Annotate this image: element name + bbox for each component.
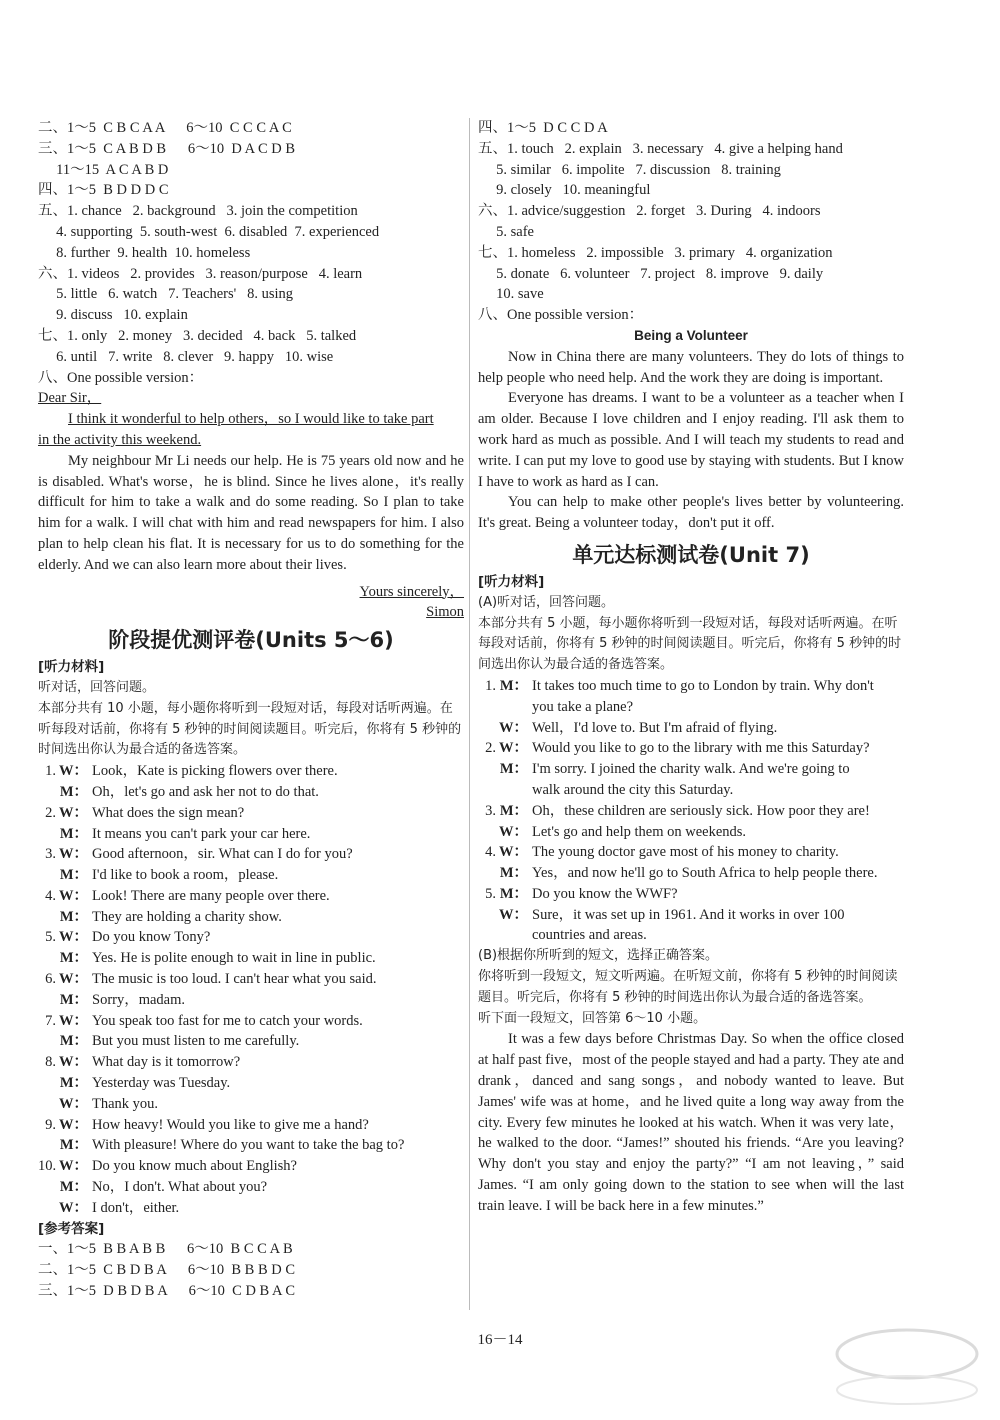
section-8-label: 八、One possible version： — [478, 307, 644, 324]
answer-line: 4. supporting 5. south-west 6. disabled 7. experienced — [38, 223, 380, 240]
letter-greeting: Dear Sir， — [38, 390, 102, 407]
dialogue-text: Look! There are many people over there. — [92, 887, 330, 904]
speaker-label: W： — [59, 846, 88, 863]
instruction: 本部分共有 10 小题，每小题你将听到一段短对话，每段对话听两遍。在听每段对话前，你将有 5 秒钟的时间阅读题目。听完后，你将有 5 秒钟的时间选出你认为最合适的备选答案。 — [38, 700, 462, 758]
speaker-label: M： — [59, 1137, 88, 1154]
speaker-label: W： — [59, 1012, 88, 1029]
dialogue-line — [38, 907, 464, 928]
dialogue-number — [478, 863, 496, 884]
speaker-label: W： — [499, 740, 528, 757]
answer-section-5 — [38, 201, 464, 263]
answer-line: 三、1～5 D B D B A 6～10 C D B A C — [38, 1283, 296, 1300]
answer-line: 六、1. videos 2. provides 3. reason/purpose 4. learn — [38, 265, 363, 282]
dialogue-line — [38, 1135, 464, 1156]
dialogue-line — [38, 1094, 464, 1115]
dialogue-line — [38, 844, 464, 865]
answer-line: 一、1～5 B B A B B 6～10 B C C A B — [38, 1241, 293, 1258]
dialogue-text: The music is too loud. I can't hear what you said. — [92, 971, 377, 988]
answer-line: 5. safe — [478, 223, 534, 240]
speaker-label: M： — [499, 885, 528, 902]
dialogue-text: How heavy! Would you like to give me a hand? — [92, 1116, 369, 1133]
dialogue-number — [38, 907, 56, 928]
speaker-label: M： — [59, 783, 88, 800]
answer-line: 四、1～5 D C C D A — [478, 120, 608, 136]
dialogue-line — [38, 1073, 464, 1094]
dialogue-text: Oh，these children are seriously sick. How poor they are! — [532, 802, 870, 819]
speaker-label: M： — [59, 825, 88, 842]
letter-closing: Yours sincerely， — [359, 583, 464, 600]
answer-section-6 — [38, 264, 464, 326]
dialogue-number — [38, 990, 56, 1011]
speaker-label: M： — [59, 867, 88, 884]
speaker-label: W： — [59, 929, 88, 946]
speaker-label: W： — [59, 1095, 88, 1112]
dialogue-line — [478, 801, 904, 822]
dialogue-number — [38, 1031, 56, 1052]
dialogue-text: Would you like to go to the library with me this Saturday? — [532, 740, 870, 757]
dialogue-number — [38, 1135, 56, 1156]
dialogue-line — [38, 824, 464, 845]
dialogue-line — [38, 1052, 464, 1073]
dialogue-text-continued: walk around the city this Saturday. — [532, 781, 734, 798]
dialogue-text: The young doctor gave most of his money to charity. — [532, 844, 839, 861]
dialogue-number: 1. — [485, 677, 496, 694]
dialogue-line — [38, 761, 464, 782]
speaker-label: W： — [59, 1054, 88, 1071]
dialogue-number: 3. — [485, 802, 496, 819]
dialogue-text: I'm sorry. I joined the charity walk. And we're going to — [532, 761, 850, 778]
dialogue-number: 9. — [45, 1116, 56, 1133]
part-b-heading: (B)根据你所听到的短文，选择正确答案。 — [478, 948, 719, 964]
speaker-label: M： — [59, 1179, 88, 1196]
speaker-label: M： — [59, 991, 88, 1008]
dialogue-text-continued: you take a plane? — [532, 698, 634, 715]
dialogue-line — [38, 927, 464, 948]
dialogue-text: Thank you. — [92, 1095, 159, 1112]
left-column — [38, 118, 464, 1302]
dialogue-number — [38, 782, 56, 803]
dialogue-text: Good afternoon，sir. What can I do for you? — [92, 846, 353, 863]
dialogue-line — [38, 886, 464, 907]
answer-line: 11～15 A C A B D — [38, 161, 169, 178]
dialogue-number — [38, 865, 56, 886]
answer-line: 9. discuss 10. explain — [38, 307, 188, 324]
part-a-heading: (A)听对话，回答问题。 — [478, 594, 615, 610]
dialogue-line — [478, 738, 904, 759]
answer-line: 6. until 7. write 8. clever 9. happy 10. wise — [38, 348, 334, 365]
dialogue-text: What day is it tomorrow? — [92, 1054, 241, 1071]
dialogue-line — [478, 884, 904, 905]
dialogue-line — [38, 1156, 464, 1177]
watermark-logo — [832, 1326, 982, 1406]
instruction: 听下面一段短文，回答第 6～10 小题。 — [478, 1010, 707, 1026]
letter — [38, 388, 464, 623]
dialogue-number — [38, 1094, 56, 1115]
answer-line: 二、1～5 C B C A A 6～10 C C C A C — [38, 120, 292, 136]
essay-paragraph: You can help to make other people's lives better by volunteering. It's great. Being a volunteer today，don't put it off. — [478, 494, 904, 532]
dialogue-number: 2. — [485, 740, 496, 757]
dialogue-line — [38, 803, 464, 824]
dialogue-number — [38, 1198, 56, 1219]
answer-line: 七、1. only 2. money 3. decided 4. back 5. talked — [38, 327, 357, 344]
dialogue-line — [478, 822, 904, 843]
dialogue-line — [478, 863, 904, 884]
dialogue-text: Do you know much about English? — [92, 1158, 297, 1175]
dialogue-number: 4. — [45, 887, 56, 904]
listening-tag: [听力材料] — [38, 659, 105, 676]
dialogue-line — [38, 948, 464, 969]
speaker-label: M： — [499, 865, 528, 882]
speaker-label: M： — [499, 761, 528, 778]
dialogue-text: I'd like to book a room，please. — [92, 867, 279, 884]
speaker-label: M： — [499, 677, 528, 694]
dialogue-line — [38, 1198, 464, 1219]
instruction: 你将听到一段短文，短文听两遍。在听短文前，你将有 5 秒钟的时间阅读题目。听完后，你将有 5 秒钟的时间选出你认为最合适的备选答案。 — [478, 969, 898, 1005]
dialogue-number: 10. — [38, 1158, 57, 1175]
answer-section-5 — [478, 139, 904, 201]
dialogue-text: But you must listen to me carefully. — [92, 1033, 300, 1050]
dialogue-text: Yes，and now he'll go to South Africa to help people there. — [532, 865, 878, 882]
instruction: 听对话，回答问题。 — [38, 679, 156, 695]
dialogue-line — [478, 759, 904, 780]
dialogue-number: 2. — [45, 804, 56, 821]
dialogue-number — [38, 1073, 56, 1094]
dialogue-text: It means you can't park your car here. — [92, 825, 311, 842]
dialogue-number: 7. — [45, 1012, 56, 1029]
dialogue-line — [478, 718, 904, 739]
dialogue-line — [38, 782, 464, 803]
dialogue-list — [38, 761, 464, 1219]
dialogue-number — [478, 822, 496, 843]
dialogue-text: Sure，it was set up in 1961. And it works in over 100 — [532, 906, 845, 923]
watermark-icon — [832, 1326, 982, 1406]
answer-line: 5. donate 6. volunteer 7. project 8. improve 9. daily — [478, 265, 824, 282]
dialogue-text: Well，I'd love to. But I'm afraid of flying. — [532, 719, 778, 736]
dialogue-number — [38, 948, 56, 969]
dialogue-text: It takes too much time to go to London by train. Why don't — [532, 677, 874, 694]
speaker-label: M： — [59, 1075, 88, 1092]
dialogue-number — [38, 1177, 56, 1198]
letter-signature: Simon — [426, 604, 464, 621]
dialogue-line — [478, 905, 904, 926]
dialogue-list — [478, 676, 904, 946]
answer-line: 七、1. homeless 2. impossible 3. primary 4. organization — [478, 244, 833, 261]
answer-line: 六、1. advice/suggestion 2. forget 3. During 4. indoors — [478, 203, 821, 220]
section-title: 阶段提优测评卷(Units 5～6) — [108, 628, 394, 653]
dialogue-text: Look，Kate is picking flowers over there. — [92, 763, 338, 780]
dialogue-text: What does the sign mean? — [92, 804, 245, 821]
dialogue-text: Do you know Tony? — [92, 929, 211, 946]
essay-paragraph: Now in China there are many volunteers. They do lots of things to help people who need help. And the work they are doing is important. — [478, 348, 904, 386]
dialogue-number: 1. — [45, 763, 56, 780]
letter-body: My neighbour Mr Li needs our help. He is 75 years old now and he is disabled. What's worse，he is blind. Since he lives alone，it's really difficult for him to take a walk and do some reading. So I plan to take him for a walk. I will chat with him and read newspapers for him. I also plan to help clean his flat. It is necessary for us to do something for the elderly. And we can also learn more about their lives. — [38, 452, 464, 573]
speaker-label: W： — [59, 763, 88, 780]
dialogue-number: 3. — [45, 846, 56, 863]
dialogue-line — [38, 1031, 464, 1052]
answer-line: 五、1. touch 2. explain 3. necessary 4. give a helping hand — [478, 140, 843, 157]
dialogue-text: With pleasure! Where do you want to take the bag to? — [92, 1137, 405, 1154]
reference-answer-tag: [参考答案] — [38, 1220, 105, 1237]
dialogue-line — [38, 865, 464, 886]
section-8-label: 八、One possible version： — [38, 369, 204, 386]
dialogue-line — [38, 1177, 464, 1198]
essay-title: Being a Volunteer — [634, 327, 748, 343]
dialogue-text: Do you know the WWF? — [532, 885, 678, 902]
answer-section-7 — [478, 243, 904, 305]
speaker-label: M： — [59, 950, 88, 967]
answer-line: 二、1～5 C B D B A 6～10 B B B D C — [38, 1262, 296, 1279]
dialogue-number: 8. — [45, 1054, 56, 1071]
right-column — [478, 118, 904, 1217]
listening-tag: [听力材料] — [478, 573, 545, 590]
speaker-label: W： — [499, 823, 528, 840]
dialogue-number: 4. — [485, 844, 496, 861]
speaker-label: W： — [59, 971, 88, 988]
dialogue-number: 5. — [45, 929, 56, 946]
story-passage: It was a few days before Christmas Day. So when the office closed at half past five，most of the people stayed and had a party. They ate and drank，danced and sang songs，and nobody wanted to leave. But James' wife was at home，and he lived quite a long way away from the city. Every few minutes he looked at his watch. When it was very late，he walked to the door. “James!” shouted his friends. “Are you leaving? Why don't you stay and enjoy the party?” “I am not leaving，” said James. “I am only going down to the station to see when will the last train leave. I will be back here in a few minutes.” — [478, 1031, 904, 1214]
speaker-label: W： — [499, 906, 528, 923]
page-number: 16－14 — [477, 1332, 523, 1348]
speaker-label: M： — [499, 802, 528, 819]
answer-line: 四、1～5 B D D D C — [38, 182, 169, 199]
speaker-label: W： — [59, 1158, 88, 1175]
answer-line: 五、1. chance 2. background 3. join the competition — [38, 203, 358, 220]
column-divider — [469, 118, 470, 1310]
dialogue-text: Oh，let's go and ask her not to do that. — [92, 783, 319, 800]
letter-opening-line: in the activity this weekend. — [38, 431, 202, 448]
speaker-label: W： — [499, 719, 528, 736]
dialogue-text: Yes. He is polite enough to wait in line in public. — [92, 950, 376, 967]
dialogue-line — [478, 842, 904, 863]
answer-line: 9. closely 10. meaningful — [478, 182, 651, 199]
answer-section-7 — [38, 326, 464, 368]
dialogue-text: Let's go and help them on weekends. — [532, 823, 747, 840]
dialogue-line — [38, 990, 464, 1011]
answer-line: 8. further 9. health 10. homeless — [38, 244, 251, 261]
dialogue-number — [478, 905, 496, 926]
instruction: 本部分共有 5 小题，每小题你将听到一段短对话，每段对话听两遍。在听每段对话前，你将有 5 秒钟的时间阅读题目。听完后，你将有 5 秒钟的时间选出你认为最合适的备选答案。 — [478, 615, 902, 673]
answer-line: 5. similar 6. impolite 7. discussion 8. training — [478, 161, 781, 178]
speaker-label: W： — [59, 1199, 88, 1216]
dialogue-text: Sorry，madam. — [92, 991, 186, 1008]
speaker-label: M： — [59, 1033, 88, 1050]
answer-section-6 — [478, 201, 904, 243]
speaker-label: W： — [59, 1116, 88, 1133]
speaker-label: W： — [59, 804, 88, 821]
speaker-label: M： — [59, 908, 88, 925]
dialogue-number: 5. — [485, 885, 496, 902]
speaker-label: W： — [499, 844, 528, 861]
dialogue-text: No，I don't. What about you? — [92, 1179, 268, 1196]
dialogue-text: You speak too fast for me to catch your words. — [92, 1012, 363, 1029]
answer-block-top — [38, 118, 464, 201]
answer-line: 10. save — [478, 286, 544, 303]
letter-opening-line: I think it wonderful to help others，so I would like to take part — [68, 411, 434, 428]
dialogue-number — [478, 759, 496, 780]
dialogue-number — [38, 824, 56, 845]
dialogue-number: 6. — [45, 971, 56, 988]
answer-line: 三、1～5 C A B D B 6～10 D A C D B — [38, 140, 296, 157]
speaker-label: W： — [59, 887, 88, 904]
dialogue-text: Yesterday was Tuesday. — [92, 1075, 231, 1092]
dialogue-number — [478, 718, 496, 739]
dialogue-line — [38, 969, 464, 990]
section-title: 单元达标测试卷(Unit 7) — [572, 542, 810, 567]
essay-paragraph: Everyone has dreams. I want to be a volunteer as a teacher when I am older. Because I love children and I enjoy reading. I'll ask them to work hard as much as possible. And I will teach my students to read and write. I can put my love to good use by staying with students. But I know I have to work as hard as I can. — [478, 390, 904, 490]
dialogue-text: I don't，either. — [92, 1199, 180, 1216]
dialogue-text-continued: countries and areas. — [532, 927, 647, 944]
dialogue-line — [38, 1115, 464, 1136]
dialogue-text: They are holding a charity show. — [92, 908, 282, 925]
answer-line: 5. little 6. watch 7. Teachers' 8. using — [38, 286, 294, 303]
dialogue-line — [38, 1011, 464, 1032]
dialogue-line — [478, 676, 904, 697]
